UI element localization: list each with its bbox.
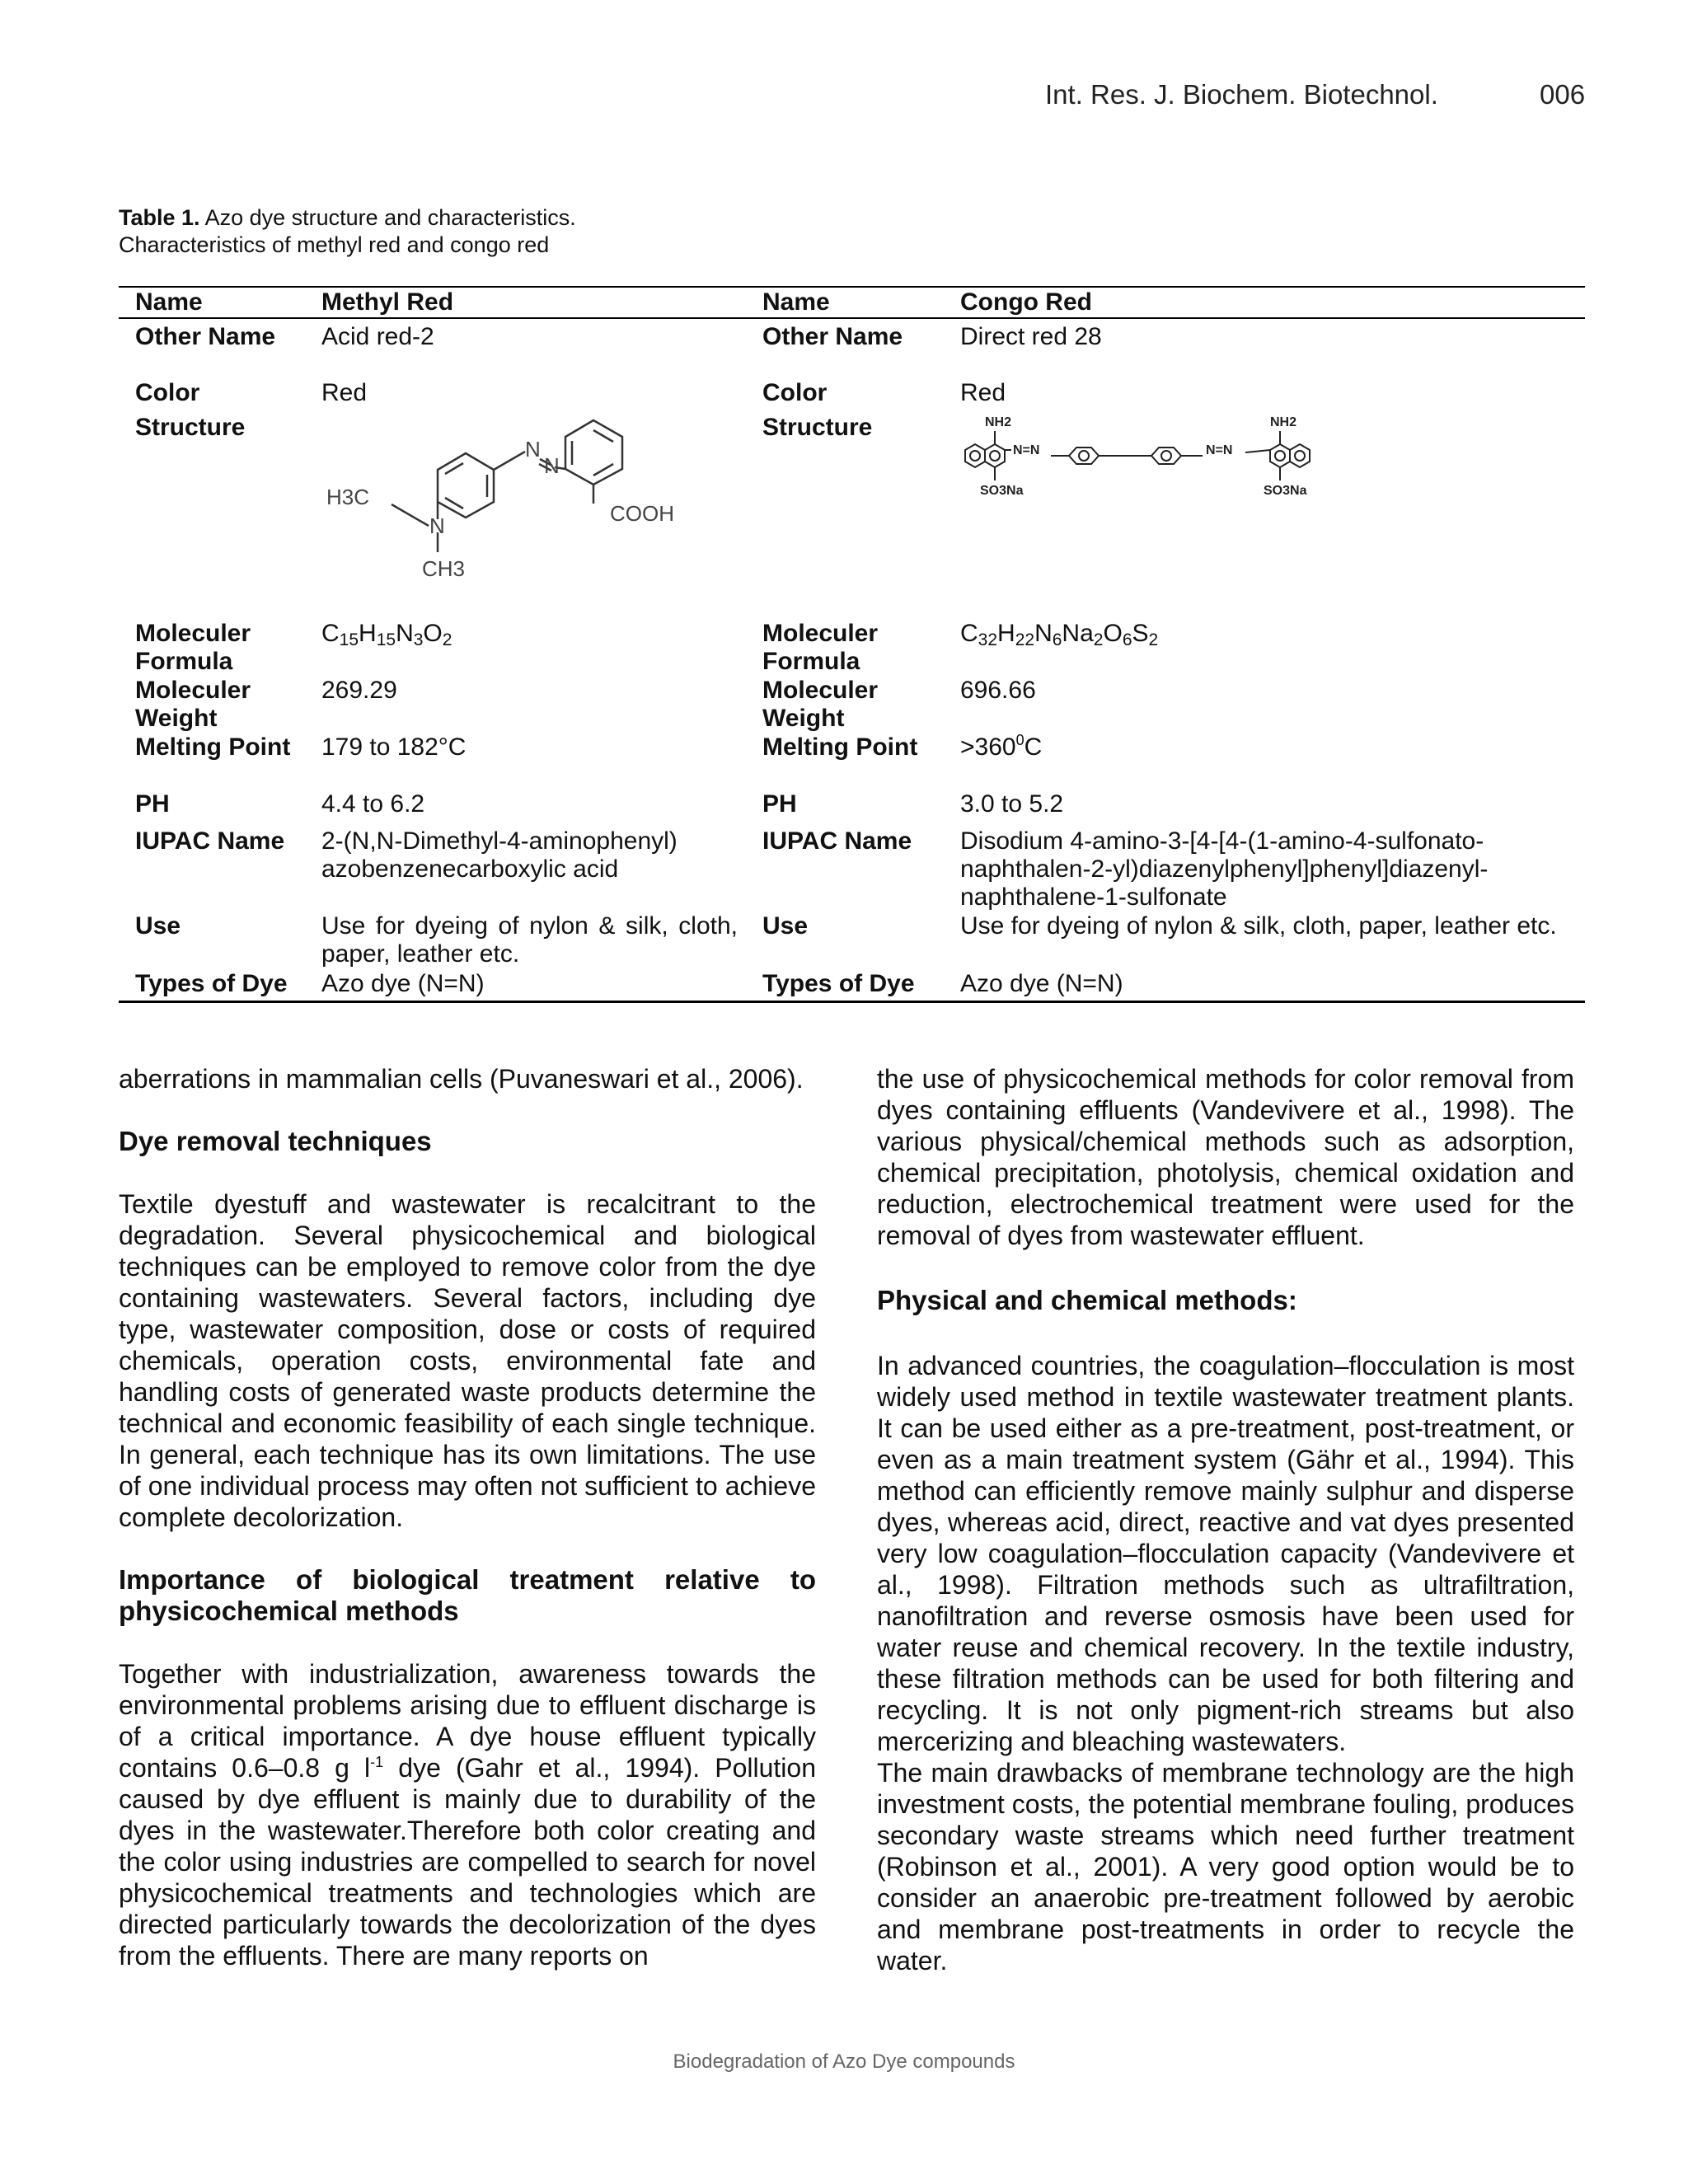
use-label-left: Use	[135, 912, 181, 940]
paragraph-industrialization	[119, 1658, 816, 1971]
table-top-rule	[119, 286, 1585, 288]
congo-red-amine-right: NH2	[1270, 415, 1297, 429]
congo-red-sulfonate-left: SO3Na	[980, 484, 1024, 498]
use-label-right: Use	[762, 912, 809, 940]
methyl-red-structure	[321, 414, 767, 612]
methyl-red-acid-group: COOH	[610, 501, 674, 526]
methyl-red-methyl2: CH3	[422, 556, 466, 581]
table-header-rule	[119, 317, 1585, 319]
table-label: Table 1.	[119, 205, 200, 230]
formula-congo-red: $C_{32}H_{22}N_6Na_2O_6S_2$	[960, 620, 1159, 649]
color-methyl-red: Red	[321, 379, 368, 406]
unit-exponent: -1	[370, 1754, 384, 1770]
other-name-methyl-red: Acid red-2	[321, 323, 434, 350]
melting-methyl-red: 179 to 182°C	[321, 733, 467, 761]
type-label-right: Types of Dye	[762, 970, 915, 997]
iupac-methyl-red-line2: azobenzenecarboxylic acid	[321, 855, 619, 883]
table-caption-title	[119, 204, 576, 232]
structure-label-right: Structure	[762, 414, 873, 441]
iupac-methyl-red	[321, 827, 678, 883]
ph-label-right: PH	[762, 790, 797, 818]
methyl-red-amine-n: N	[429, 513, 445, 538]
header-methyl-red: Methyl Red	[321, 288, 454, 316]
melting-label-right: Melting Point	[762, 733, 918, 761]
melting-label-left: Melting Point	[135, 733, 291, 761]
ph-label-left: PH	[135, 790, 170, 818]
paragraph-coagulation: In advanced countries, the coagulation–flocculation is most widely used method in textile wastewater treatment plants. It can be used either as a pre-treatment, post-treatment, or even as a main treatment system (Gähr et al., 1994). This method can efficiently remove mainly sulphur and disperse dyes, whereas acid, direct, reactive and vat dyes presented very low coagulation–flocculation capacity (Vandevivere et al., 1998). Filtration methods such as ultrafiltration, nanofiltration and reverse osmosis have been used for water reuse and chemical recovery. In the textile industry, these filtration methods can be used for both filtering and recycling. It is not only pigment-rich streams but also mercerizing and bleaching wastewaters.	[877, 1351, 1574, 1756]
use-congo-red: Use for dyeing of nylon & silk, cloth, paper, leather etc.	[960, 912, 1557, 940]
table-bottom-rule	[119, 1001, 1585, 1003]
header-congo-red: Congo Red	[960, 288, 1092, 316]
table-subtitle: Characteristics of methyl red and congo red	[119, 232, 550, 257]
color-congo-red: Red	[960, 379, 1006, 406]
weight-label-right: Moleculer Weight	[762, 677, 879, 732]
iupac-methyl-red-line1: 2-(N,N-Dimethyl-4-aminophenyl)	[321, 827, 678, 855]
formula-label-right: Moleculer Formula	[762, 620, 879, 675]
dye-characteristics-table	[119, 286, 1585, 1003]
type-congo-red: Azo dye (N=N)	[960, 970, 1123, 997]
ph-methyl-red: 4.4 to 6.2	[321, 790, 425, 818]
color-label-left: Color	[135, 379, 200, 406]
heading-dye-removal-techniques: Dye removal techniques	[119, 1126, 432, 1156]
other-name-label-right: Other Name	[762, 323, 903, 350]
paragraph-textile-dyestuff: Textile dyestuff and wastewater is recalcitrant to the degradation. Several physicochemical and biological techniques can be employed to remove color from the dye containing wastewaters. Several factors, including dye type, wastewater composition, dose or costs of required chemicals, operation costs, environmental fate and handling costs of generated waste products determine the technical and economic feasibility of each single technique. In general, each technique has its own limitations. The use of one individual process may often not sufficient to achieve complete decolorization.	[119, 1189, 816, 1532]
methyl-red-azo-n2: N	[544, 453, 560, 478]
weight-label-left: Moleculer Weight	[135, 677, 251, 732]
heading-physical-chemical-methods: Physical and chemical methods:	[877, 1285, 1297, 1315]
right-column	[877, 1063, 1574, 1976]
iupac-congo-red-line3: naphthalene-1-sulfonate	[960, 883, 1227, 911]
methyl-red-azo-n1: N	[525, 437, 541, 462]
melting-congo-red: $>360^0C$	[960, 732, 1043, 761]
left-column	[119, 1063, 816, 1971]
heading-importance-biological-treatment: Importance of biological treatment relative to physicochemical methods	[119, 1564, 816, 1626]
use-methyl-red: Use for dyeing of nylon & silk, cloth, paper, leather etc.	[321, 912, 738, 968]
methyl-red-methyl1: H3C	[326, 485, 370, 509]
other-name-congo-red: Direct red 28	[960, 323, 1102, 350]
iupac-congo-red-line2: naphthalen-2-yl)diazenylphenyl]phenyl]diazenyl-	[960, 855, 1489, 883]
paragraph-industrialization-part2: dye (Gahr et al., 1994). Pollution caused by dye effluent is mainly due to durability of the dyes in the wastewater.Therefore both color creating and the color using industries are compelled to search for novel physicochemical treatments and technologies which are directed particularly towards the decolorization of the dyes from the effluents. There are many reports on	[119, 1753, 817, 1971]
paragraph-aberrations: aberrations in mammalian cells (Puvaneswari et al., 2006).	[119, 1064, 804, 1094]
structure-label-left: Structure	[135, 414, 246, 441]
ph-congo-red: 3.0 to 5.2	[960, 790, 1064, 818]
iupac-congo-red-line1: Disodium 4-amino-3-[4-[4-(1-amino-4-sulfonato-	[960, 827, 1484, 855]
other-name-label-left: Other Name	[135, 323, 276, 350]
type-label-left: Types of Dye	[135, 970, 288, 997]
table-caption	[119, 204, 576, 259]
formula-methyl-red: $C_{15}H_{15}N_3O_2$	[321, 620, 452, 649]
page-number: 006	[1540, 79, 1586, 110]
paragraph-physicochemical-methods: the use of physicochemical methods for color removal from dyes containing effluents (Vandevivere et al., 1998). The various physical/chemical methods such as adsorption, chemical precipitation, photolysis, chemical oxidation and reduction, electrochemical treatment were used for the removal of dyes from wastewater effluent.	[877, 1064, 1574, 1250]
iupac-label-right: IUPAC Name	[762, 827, 912, 855]
iupac-congo-red	[960, 827, 1582, 912]
color-label-right: Color	[762, 379, 828, 406]
congo-red-azo-right: N=N	[1206, 443, 1233, 457]
congo-red-structure	[960, 410, 1315, 509]
weight-methyl-red: 269.29	[321, 677, 397, 704]
table-title: Azo dye structure and characteristics.	[204, 205, 576, 230]
formula-label-left: Moleculer Formula	[135, 620, 251, 675]
paragraph-membrane-drawbacks: The main drawbacks of membrane technology are the high investment costs, the potential membrane fouling, produces secondary waste streams which need further treatment (Robinson et al., 2001). A very good option would be to consider an anaerobic pre-treatment followed by aerobic and membrane post-treatments in order to recycle the water.	[877, 1758, 1574, 1975]
page-footer: Biodegradation of Azo Dye compounds	[673, 2050, 1015, 2073]
journal-title: Int. Res. J. Biochem. Biotechnol.	[1045, 79, 1438, 110]
iupac-label-left: IUPAC Name	[135, 827, 285, 855]
congo-red-azo-left: N=N	[1013, 443, 1040, 457]
paragraph-industrialization-part1: Together with industrialization, awareness towards the environmental problems arising due to effluent discharge is of a critical importance. A dye house effluent typically contains 0.6–0.8 g l	[119, 1659, 816, 1783]
header-name-label-left: Name	[135, 288, 203, 316]
congo-red-amine-left: NH2	[985, 415, 1012, 429]
weight-congo-red: 696.66	[960, 677, 1036, 704]
congo-red-sulfonate-right: SO3Na	[1264, 484, 1307, 498]
type-methyl-red: Azo dye (N=N)	[321, 970, 485, 997]
header-name-label-right: Name	[762, 288, 830, 316]
